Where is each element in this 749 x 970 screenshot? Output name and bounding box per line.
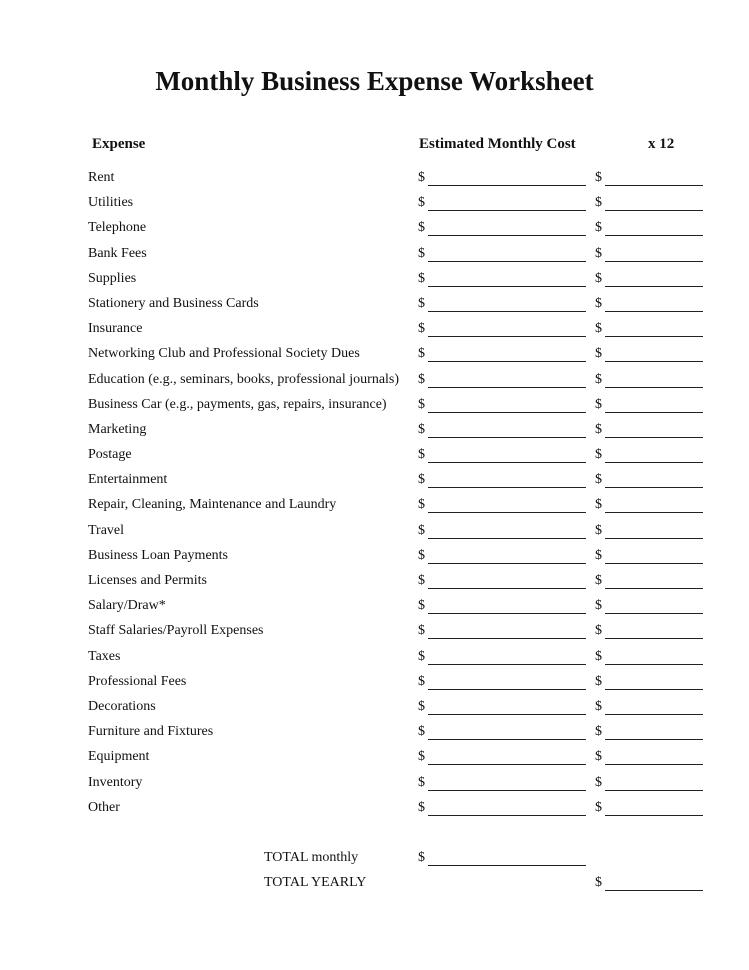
expense-label: Decorations	[88, 698, 156, 714]
currency-symbol: $	[595, 774, 602, 790]
currency-symbol: $	[418, 396, 425, 412]
currency-symbol: $	[595, 598, 602, 614]
yearly-cost-blank[interactable]	[605, 235, 703, 236]
total-yearly-row	[0, 873, 749, 898]
expense-row	[0, 395, 749, 420]
currency-symbol: $	[595, 799, 602, 815]
expense-label: Other	[88, 799, 120, 815]
currency-symbol: $	[595, 321, 602, 337]
monthly-cost-blank[interactable]	[428, 336, 586, 337]
monthly-cost-blank[interactable]	[428, 311, 586, 312]
currency-symbol: $	[418, 371, 425, 387]
monthly-cost-blank[interactable]	[428, 437, 586, 438]
monthly-cost-blank[interactable]	[428, 210, 586, 211]
expense-row	[0, 521, 749, 546]
monthly-cost-blank[interactable]	[428, 261, 586, 262]
expense-row	[0, 244, 749, 269]
monthly-cost-blank[interactable]	[428, 563, 586, 564]
expense-column-header: Expense	[92, 136, 146, 152]
expense-label: Repair, Cleaning, Maintenance and Laundry	[88, 497, 337, 513]
expense-label: Equipment	[88, 749, 150, 765]
expense-row	[0, 571, 749, 596]
currency-symbol: $	[595, 472, 602, 488]
currency-symbol: $	[595, 573, 602, 588]
currency-symbol: $	[595, 749, 602, 765]
expense-label: Utilities	[88, 195, 134, 211]
monthly-cost-blank[interactable]	[428, 815, 586, 816]
yearly-cost-blank[interactable]	[605, 336, 703, 337]
expense-row	[0, 546, 749, 571]
currency-symbol: $	[418, 295, 425, 311]
currency-symbol: $	[595, 698, 602, 714]
expense-label: Inventory	[88, 774, 143, 790]
expense-row	[0, 218, 749, 243]
currency-symbol: $	[418, 447, 425, 463]
currency-symbol: $	[418, 472, 425, 488]
currency-symbol: $	[595, 270, 602, 286]
currency-symbol: $	[418, 749, 425, 765]
currency-symbol: $	[418, 799, 425, 815]
yearly-cost-blank[interactable]	[605, 412, 703, 413]
yearly-cost-blank[interactable]	[605, 462, 703, 463]
expense-label: Taxes	[88, 648, 121, 664]
expense-label: Business Loan Payments	[88, 547, 228, 563]
yearly-cost-blank[interactable]	[605, 563, 703, 564]
currency-symbol: $	[595, 648, 602, 664]
currency-symbol: $	[418, 698, 425, 714]
expense-label: Rent	[88, 170, 115, 185]
currency-symbol: $	[595, 875, 602, 890]
currency-symbol: $	[595, 245, 602, 261]
monthly-cost-blank[interactable]	[428, 512, 586, 513]
monthly-cost-blank[interactable]	[428, 790, 586, 791]
expense-label: Salary/Draw*	[88, 598, 166, 614]
expense-row	[0, 370, 749, 395]
expense-row	[0, 319, 749, 344]
expense-row	[0, 647, 749, 672]
yearly-cost-blank[interactable]	[605, 437, 703, 438]
currency-symbol: $	[595, 497, 602, 513]
monthly-cost-blank[interactable]	[428, 714, 586, 715]
monthly-cost-blank[interactable]	[428, 387, 586, 388]
yearly-cost-blank[interactable]	[605, 689, 703, 690]
expense-label: Staff Salaries/Payroll Expenses	[88, 623, 264, 639]
yearly-cost-blank[interactable]	[605, 361, 703, 362]
expense-row	[0, 495, 749, 520]
currency-symbol: $	[418, 774, 425, 790]
yearly-cost-blank[interactable]	[605, 185, 703, 186]
currency-symbol: $	[418, 321, 425, 337]
currency-symbol: $	[418, 547, 425, 563]
monthly-cost-blank[interactable]	[428, 613, 586, 614]
expense-row	[0, 344, 749, 369]
currency-symbol: $	[418, 673, 425, 689]
currency-symbol: $	[595, 447, 602, 463]
yearly-cost-blank[interactable]	[605, 638, 703, 639]
currency-symbol: $	[418, 195, 425, 211]
currency-symbol: $	[418, 724, 425, 740]
expense-row	[0, 445, 749, 470]
currency-symbol: $	[418, 220, 425, 236]
currency-symbol: $	[595, 295, 602, 311]
expense-row	[0, 193, 749, 218]
expense-label: Education (e.g., seminars, books, professional journals)	[88, 371, 400, 387]
yearly-cost-blank[interactable]	[605, 588, 703, 589]
expense-row	[0, 672, 749, 697]
yearly-cost-blank[interactable]	[605, 664, 703, 665]
expense-label: Licenses and Permits	[88, 573, 207, 588]
page-title: Monthly Business Expense Worksheet	[155, 66, 594, 96]
monthly-cost-blank[interactable]	[428, 638, 586, 639]
currency-symbol: $	[418, 850, 425, 865]
currency-symbol: $	[418, 270, 425, 286]
expense-row	[0, 747, 749, 772]
monthly-cost-blank[interactable]	[428, 462, 586, 463]
currency-symbol: $	[418, 623, 425, 639]
expense-row	[0, 269, 749, 294]
total-yearly-label: TOTAL YEARLY	[264, 875, 367, 890]
expense-row	[0, 798, 749, 823]
expense-row	[0, 722, 749, 747]
expense-label: Travel	[88, 522, 125, 538]
currency-symbol: $	[418, 346, 425, 362]
yearly-cost-blank[interactable]	[605, 613, 703, 614]
expense-label: Bank Fees	[88, 245, 147, 261]
monthly-cost-blank[interactable]	[428, 185, 586, 186]
monthly-cost-blank[interactable]	[428, 361, 586, 362]
currency-symbol: $	[418, 522, 425, 538]
total-monthly-blank[interactable]	[428, 865, 586, 866]
estimated-monthly-cost-header: Estimated Monthly Cost	[419, 136, 576, 152]
yearly-cost-blank[interactable]	[605, 311, 703, 312]
currency-symbol: $	[418, 421, 425, 437]
expense-row	[0, 621, 749, 646]
expense-row	[0, 470, 749, 495]
yearly-cost-blank[interactable]	[605, 261, 703, 262]
yearly-cost-blank[interactable]	[605, 286, 703, 287]
total-monthly-label: TOTAL monthly	[264, 850, 359, 865]
expense-label: Networking Club and Professional Society Dues	[88, 346, 360, 362]
yearly-cost-blank[interactable]	[605, 210, 703, 211]
expense-label: Furniture and Fixtures	[88, 724, 214, 740]
monthly-cost-blank[interactable]	[428, 487, 586, 488]
monthly-cost-blank[interactable]	[428, 689, 586, 690]
expense-label: Marketing	[88, 421, 147, 437]
expense-label: Professional Fees	[88, 673, 187, 689]
yearly-cost-blank[interactable]	[605, 790, 703, 791]
currency-symbol: $	[595, 195, 602, 211]
currency-symbol: $	[595, 421, 602, 437]
expense-label: Entertainment	[88, 472, 168, 488]
currency-symbol: $	[595, 346, 602, 362]
monthly-cost-blank[interactable]	[428, 588, 586, 589]
monthly-cost-blank[interactable]	[428, 235, 586, 236]
total-yearly-blank[interactable]	[605, 890, 703, 891]
monthly-cost-blank[interactable]	[428, 286, 586, 287]
total-monthly-row	[0, 848, 749, 873]
currency-symbol: $	[418, 598, 425, 614]
expense-label: Business Car (e.g., payments, gas, repairs, insurance)	[88, 396, 387, 412]
currency-symbol: $	[595, 547, 602, 563]
expense-label: Supplies	[88, 270, 137, 286]
currency-symbol: $	[418, 170, 425, 185]
monthly-cost-blank[interactable]	[428, 412, 586, 413]
currency-symbol: $	[418, 497, 425, 513]
monthly-cost-blank[interactable]	[428, 538, 586, 539]
expense-row	[0, 697, 749, 722]
currency-symbol: $	[418, 648, 425, 664]
monthly-cost-blank[interactable]	[428, 739, 586, 740]
expense-label: Telephone	[88, 220, 147, 236]
expense-row	[0, 596, 749, 621]
yearly-cost-blank[interactable]	[605, 714, 703, 715]
currency-symbol: $	[595, 673, 602, 689]
currency-symbol: $	[418, 573, 425, 588]
expense-row	[0, 420, 749, 445]
currency-symbol: $	[595, 522, 602, 538]
currency-symbol: $	[418, 245, 425, 261]
expense-list	[0, 168, 749, 823]
currency-symbol: $	[595, 724, 602, 740]
expense-row	[0, 294, 749, 319]
x12-column-header: x 12	[648, 136, 675, 152]
expense-label: Stationery and Business Cards	[88, 295, 259, 311]
yearly-cost-blank[interactable]	[605, 739, 703, 740]
expense-label: Insurance	[88, 321, 143, 337]
expense-label: Postage	[88, 447, 132, 463]
yearly-cost-blank[interactable]	[605, 538, 703, 539]
expense-row	[0, 773, 749, 798]
yearly-cost-blank[interactable]	[605, 815, 703, 816]
monthly-cost-blank[interactable]	[428, 764, 586, 765]
currency-symbol: $	[595, 170, 602, 185]
monthly-cost-blank[interactable]	[428, 664, 586, 665]
yearly-cost-blank[interactable]	[605, 487, 703, 488]
expense-row	[0, 168, 749, 193]
currency-symbol: $	[595, 396, 602, 412]
currency-symbol: $	[595, 220, 602, 236]
yearly-cost-blank[interactable]	[605, 764, 703, 765]
currency-symbol: $	[595, 371, 602, 387]
currency-symbol: $	[595, 623, 602, 639]
yearly-cost-blank[interactable]	[605, 387, 703, 388]
yearly-cost-blank[interactable]	[605, 512, 703, 513]
